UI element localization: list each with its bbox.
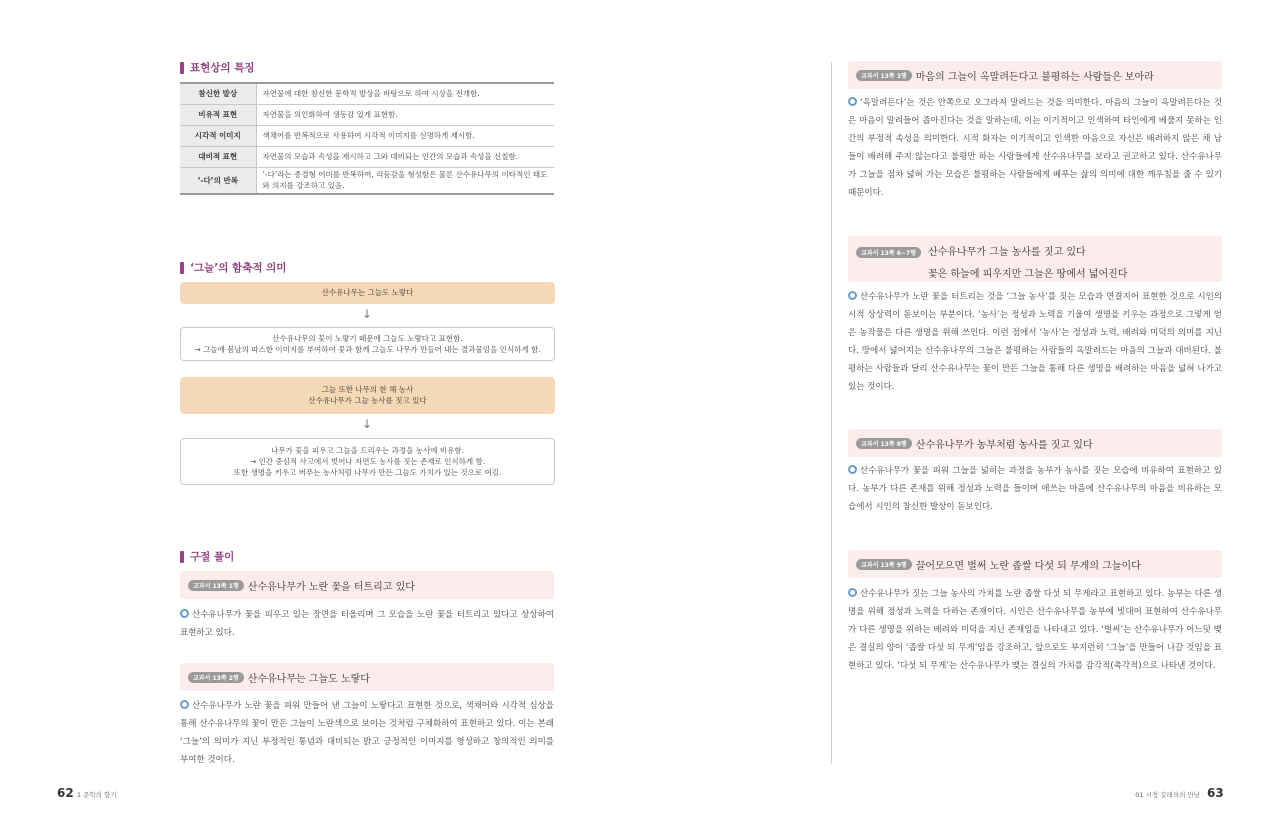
flow-text: 그늘 또한 나무의 한 해 농사 bbox=[321, 385, 414, 394]
flow-box-4 bbox=[180, 438, 555, 485]
quote-text: 꽃은 하늘에 피우지만 그늘은 땅에서 넓어진다 bbox=[928, 269, 1128, 280]
explanation-paragraph bbox=[848, 94, 1222, 202]
footer-chapter: 01 시정 갈래의의 만남 bbox=[1135, 791, 1200, 799]
table-value: 자연물의 모습과 속성을 제시하고 그와 대비되는 인간의 모습과 속성을 신칠함. bbox=[256, 146, 554, 167]
table-value: ‘-다’라는 종결형 어미를 반복하여, 리듬감을 형성함은 물론 산수유나무의 이타적인 태도와 의지를 강조하고 있음. bbox=[256, 167, 554, 194]
table-row bbox=[180, 104, 554, 125]
table-value: 색채어를 반복적으로 사용하여 시각적 이미지를 선명하게 제시함. bbox=[256, 125, 554, 146]
table-key: 비유적 표현 bbox=[180, 104, 256, 125]
table-value: 자연물에 대한 참신한 문학적 발상을 바탕으로 하여 시상을 전개함. bbox=[256, 83, 554, 104]
flow-text: 산수유나무의 꽃이 노랗기 때문에 그늘도 노랗다고 표현함. bbox=[272, 334, 463, 343]
table-key: 참신한 발상 bbox=[180, 83, 256, 104]
section-heading-features bbox=[180, 60, 255, 75]
paragraph-text: 산수유나무가 꽃을 피워 그늘을 넓히는 과정을 농부가 농사를 짓는 모습에 비유하여 표현하고 있다. 농부가 다른 존재를 위해 정성과 노력을 들이며 애쓰는 마음에 산수유나무의 마음을 비유하는 모습에서 시인의 참신한 발상이 돋보인다. bbox=[848, 466, 1222, 512]
quote-text: 산수유나무는 그늘도 노랗다 bbox=[247, 673, 370, 685]
quote-box bbox=[180, 571, 554, 599]
flow-text: 산수유나무는 그늘도 노랗다 bbox=[321, 288, 414, 297]
section-title: ‘그늘’의 함축적 의미 bbox=[190, 262, 287, 274]
paragraph-text: 산수유나무가 노란 꽃을 터트리는 것을 ‘그늘 농사’를 짓는 모습과 연결지어 표현한 것으로 시인의 시적 상상력이 돋보이는 부분이다. ‘농사’는 정성과 노력을 기울여 생명을 키우는 과정으로 그렇게 얻은 농작물은 다른 생명을 위해 쓰인다. 이런 점에서 ‘농사’는 정성과 노력, 배려와 미덕의 의미를 지닌다. 땅에서 넓어지는 산수유나무의 그늘은 불평하는 사람들의 옥말려드는 마음의 그늘과 대비된다. 불평하는 사람들과 달리 산수유나무는 꽃이 만든 그늘을 통해 다른 생명을 배려하는 마음을 넓혀 나가고 있는 것이다. bbox=[848, 292, 1222, 392]
textbook-ref-badge: 교과서 13쪽 1행 bbox=[188, 580, 244, 591]
quote-box bbox=[848, 61, 1222, 89]
explanation-paragraph bbox=[180, 697, 554, 769]
section-heading-shade-meaning bbox=[180, 260, 286, 275]
table-key: 대비적 표현 bbox=[180, 146, 256, 167]
page-number: 62 bbox=[57, 786, 74, 800]
flow-text: 나무가 꽃을 피우고 그늘을 드리우는 과정을 농사에 비유함. bbox=[271, 446, 464, 455]
paragraph-text: 산수유나무가 꽃을 피우고 있는 장면을 터올리며 그 모습을 노란 꽃을 터트리고 있다고 상상하여 표현하고 있다. bbox=[180, 610, 554, 638]
table-row bbox=[180, 125, 554, 146]
circle-marker-icon bbox=[180, 609, 189, 618]
table-key: 시각적 이미지 bbox=[180, 125, 256, 146]
explanation-paragraph bbox=[848, 585, 1222, 675]
explanation-paragraph bbox=[848, 462, 1222, 516]
paragraph-text: 산수유나무가 노란 꽃을 피워 만들어 낸 그늘이 노랗다고 표현한 것으로, 색채어와 시각적 심상을 통해 산수유나무의 꽃이 만든 그늘이 노란색으로 보이는 것처럼 구체화하여 표현하고 있다. 이는 본래 ‘그늘’의 의미가 지닌 부정적인 통념과 대비되는 밝고 긍정적인 이미지를 형성하고 창의적인 의미를 부여한 것이다. bbox=[180, 701, 554, 765]
flow-text: 산수유나무가 그늘 농사를 짓고 있다 bbox=[308, 396, 427, 405]
page-divider bbox=[831, 62, 832, 764]
explanation-paragraph bbox=[848, 288, 1222, 396]
heading-bar-icon bbox=[180, 551, 184, 563]
quote-text: 끌어모으면 벌써 노란 좁쌀 다섯 되 무게의 그늘이다 bbox=[915, 560, 1141, 572]
features-table bbox=[180, 82, 554, 195]
explanation-paragraph bbox=[180, 606, 554, 642]
quote-box bbox=[848, 236, 1222, 282]
section-title: 구절 풀이 bbox=[190, 551, 235, 563]
paragraph-text: 산수유나무가 짓는 그늘 농사의 가치를 노란 좁쌀 다섯 되 무게라고 표현하고 있다. 농부는 다른 생명을 위해 정성과 노력을 다하는 존재이다. 시인은 산수유나무를 농부에 빗대어 표현하여 산수유나무가 다른 생명을 위하는 배려와 미덕을 지닌 존재임을 나타내고 있다. ‘벌써’는 산수유나무가 어느덧 맺은 결실의 양이 ‘좁쌀 다섯 되 무게’임을 강조하고, 앞으로도 부지런히 ‘그늘’을 만들어 나갈 것임을 표현하고 있다. ‘다섯 되 무게’는 산수유나무가 맺는 결실의 가치를 감각적(촉각적)으로 나타낸 것이다. bbox=[848, 589, 1222, 671]
table-row bbox=[180, 146, 554, 167]
circle-marker-icon bbox=[180, 700, 189, 709]
table-row bbox=[180, 83, 554, 104]
footer-chapter: 1 문학의 향기 bbox=[77, 791, 117, 799]
quote-box bbox=[848, 429, 1222, 457]
circle-marker-icon bbox=[848, 588, 857, 597]
page-number: 63 bbox=[1207, 786, 1224, 800]
flow-text: → 인간 중심적 사고에서 벗어나 자연도 농사를 짓는 존재로 인식하게 함. bbox=[249, 457, 486, 466]
textbook-ref-badge: 교과서 13쪽 3행 bbox=[856, 70, 912, 81]
quote-text: 산수유나무가 그늘 농사를 짓고 있다 bbox=[928, 247, 1086, 258]
textbook-ref-badge: 교과서 13쪽 2행 bbox=[188, 672, 244, 683]
heading-bar-icon bbox=[180, 62, 184, 74]
quote-box bbox=[180, 663, 554, 691]
flow-text: → 그늘에 봄날의 따스한 이미지를 부여하여 꽃과 함께 그늘도 나무가 만들어 내는 결과물임을 인식하게 함. bbox=[194, 345, 541, 354]
paragraph-text: ‘옥말려든다’는 것은 안쪽으로 오그라져 말려드는 것을 의미한다. 마음의 그늘이 옥말려든다는 것은 마음이 말려들어 좁아진다는 것을 말하는데, 이는 이기적이고 인색하여 타인에게 베풀지 못하는 인간의 부정적 속성을 의미한다. 시적 화자는 이기적이고 인색한 마음으로 자신은 배려하지 않은 채 남들이 배려해 주지 않는다고 불평만 하는 사람들에게 산수유나무를 보라고 권고하고 있다. 산수유나무가 그늘을 점차 넓혀 가는 모습은 불평하는 사람들에게 베푸는 삶의 의미에 대한 깨우침을 줄 수 있기 때문이다. bbox=[848, 98, 1222, 198]
textbook-ref-badge: 교과서 13쪽 9행 bbox=[856, 559, 912, 570]
down-arrow-icon: ↓ bbox=[361, 307, 373, 321]
quote-box bbox=[848, 550, 1222, 578]
flow-box-2 bbox=[180, 327, 555, 361]
table-key: ‘-다’의 반복 bbox=[180, 167, 256, 194]
flow-text: 또한 생명을 키우고 버푸는 농사처럼 나무가 만든 그늘도 가치가 있는 것으로 여김. bbox=[233, 468, 502, 477]
flow-box-1 bbox=[180, 282, 555, 304]
circle-marker-icon bbox=[848, 465, 857, 474]
table-value: 자연물을 의인화하여 생동감 있게 표현함. bbox=[256, 104, 554, 125]
textbook-ref-badge: 교과서 13쪽 8행 bbox=[856, 438, 912, 449]
quote-text: 산수유나무가 농부처럼 농사를 짓고 있다 bbox=[915, 439, 1093, 451]
section-title: 표현상의 특징 bbox=[190, 62, 255, 74]
circle-marker-icon bbox=[848, 291, 857, 300]
textbook-ref-badge: 교과서 13쪽 6~7행 bbox=[856, 247, 921, 258]
quote-text: 산수유나무가 노란 꽃을 터트리고 있다 bbox=[247, 581, 415, 593]
heading-bar-icon bbox=[180, 262, 184, 274]
quote-text: 마음의 그늘이 옥말려든다고 불평하는 사람들은 보아라 bbox=[915, 71, 1154, 83]
section-heading-phrase-notes bbox=[180, 549, 234, 564]
down-arrow-icon: ↓ bbox=[361, 417, 373, 431]
circle-marker-icon bbox=[848, 97, 857, 106]
table-row bbox=[180, 167, 554, 194]
flow-box-3 bbox=[180, 377, 555, 414]
